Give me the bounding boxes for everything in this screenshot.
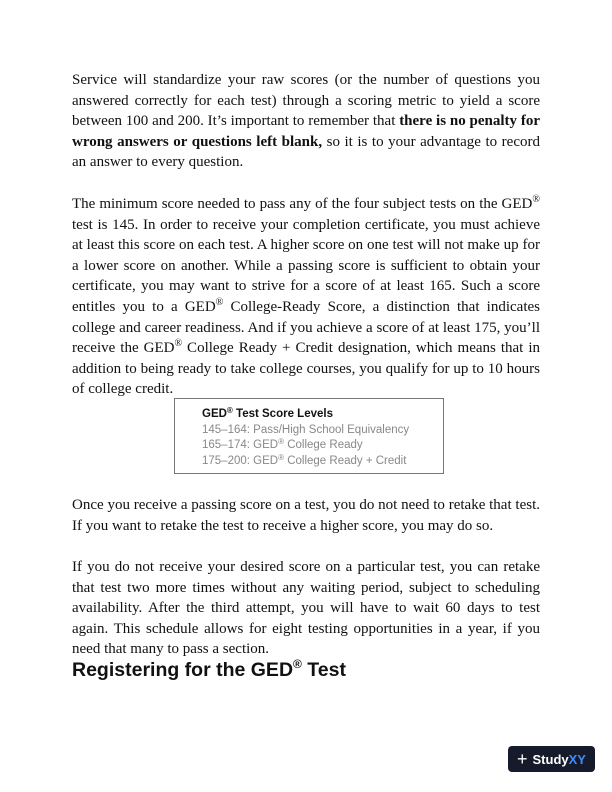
paragraph-scoring-text-end: so it is to your advantage to record an answer to every question. bbox=[72, 133, 540, 171]
text-segment: GED bbox=[202, 408, 227, 420]
registered-mark: ® bbox=[278, 452, 284, 462]
registered-mark: ® bbox=[278, 437, 284, 447]
text-segment: 175–200: GED bbox=[202, 454, 279, 467]
registered-mark: ® bbox=[174, 338, 183, 350]
plus-icon: + bbox=[517, 749, 528, 769]
text-segment: 165–174: GED bbox=[202, 439, 279, 452]
score-levels-box bbox=[174, 398, 444, 474]
score-level-college-credit bbox=[202, 454, 443, 470]
text-segment: The minimum score needed to pass any of the four subject tests on the GED bbox=[72, 195, 533, 212]
no-penalty-emphasis: there is no penalty for wrong answers or questions left blank, bbox=[72, 113, 540, 150]
text-segment: Test bbox=[301, 659, 346, 681]
logo-text bbox=[533, 752, 586, 767]
text-segment: College Ready + Credit bbox=[284, 454, 407, 467]
text-segment: Registering for the GED bbox=[72, 659, 294, 681]
text-segment: Test Score Levels bbox=[232, 408, 333, 420]
paragraph-scoring-text: Service will standardize your raw scores (or the number of questions you answered correctly for each test) through a scoring metric to yield a score between 100 and 200. It’s important to remember that bbox=[72, 72, 540, 130]
studyxy-logo[interactable] bbox=[508, 746, 595, 772]
text-segment: College Ready bbox=[284, 439, 363, 452]
paragraph-retake-info: Once you receive a passing score on a test, you do not need to retake that test. If you want to retake the test to receive a higher score, you may do so. bbox=[72, 496, 540, 534]
logo-text-xy: XY bbox=[568, 751, 586, 767]
document-body bbox=[72, 70, 540, 682]
score-levels-title bbox=[202, 407, 443, 423]
score-level-pass: 145–164: Pass/High School Equivalency bbox=[202, 423, 410, 436]
paragraph-minimum-score bbox=[72, 194, 540, 400]
text-segment: test is 145. In order to receive your completion certificate, you must achieve at least this score on each test. A higher score on one test will not make up for a lower score on another. While a passing score is sufficient to obtain your certificate, you may want to strive for a score of at least 165. Such a score entitles you to a GED bbox=[72, 216, 540, 315]
paragraph-scoring bbox=[72, 70, 540, 173]
text-segment: College Ready + Credit designation, which means that in addition to being ready to take college courses, you qualify for up to 10 hours of college credit. bbox=[72, 340, 540, 398]
paragraph-retake-schedule: If you do not receive your desired score on a particular test, you can retake that test two more times without any waiting period, subject to scheduling availability. After the third attempt, you will have to wait 60 days to test again. This schedule allows for eight testing opportunities in a year, if you need that many to pass a section. bbox=[72, 559, 540, 658]
registered-mark: ® bbox=[226, 406, 233, 415]
logo-text-study: Study bbox=[532, 751, 569, 767]
text-segment: College-Ready Score, a distinction that indicates college and career readiness. And if you achieve a score of at least 175, you’ll receive the GED bbox=[72, 298, 540, 357]
registered-mark: ® bbox=[293, 657, 302, 671]
registered-mark: ® bbox=[532, 193, 540, 205]
score-level-college-ready bbox=[202, 438, 443, 454]
section-heading-registering bbox=[72, 659, 346, 682]
registered-mark: ® bbox=[215, 296, 224, 308]
